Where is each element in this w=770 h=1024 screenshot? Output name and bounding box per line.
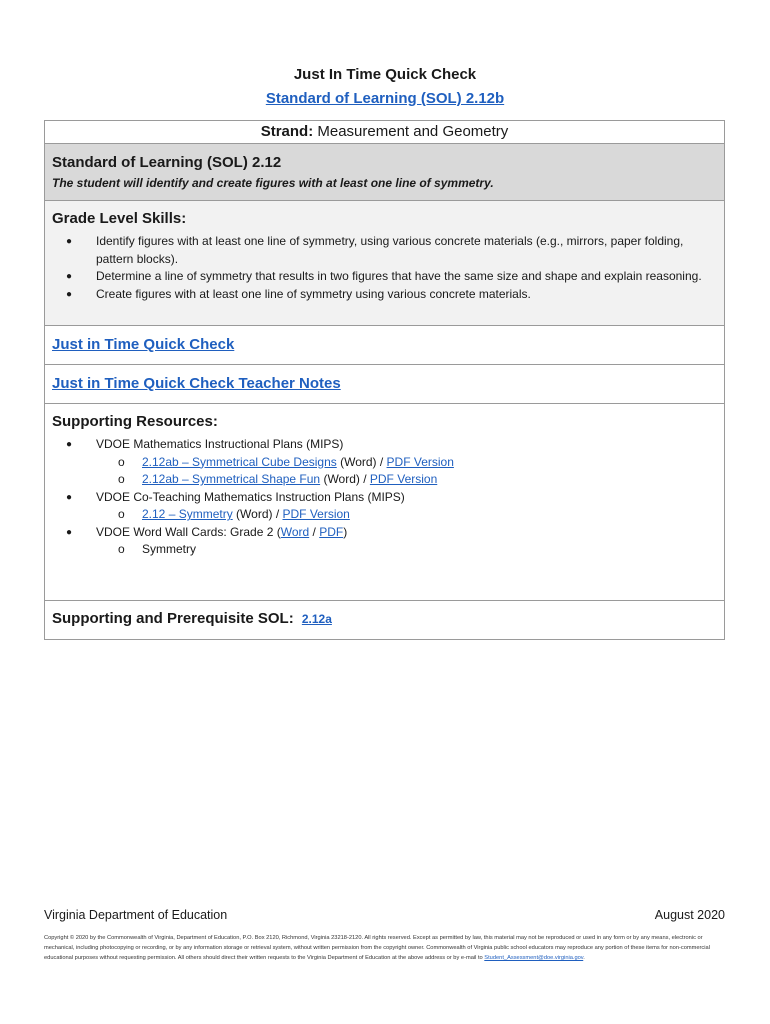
wordwall-pdf-link[interactable]: PDF [319,524,344,539]
standard-row [45,144,725,201]
standard-title: Standard of Learning (SOL) 2.12 [52,154,282,171]
teacher-notes-link[interactable]: Just in Time Quick Check Teacher Notes [52,375,341,392]
resources-list [52,436,717,559]
resource-item-wordwall [52,524,717,559]
word-label: (Word) / [336,454,387,469]
shape-fun-link[interactable]: 2.12ab – Symmetrical Shape Fun [142,472,321,486]
word-label: (Word) / [320,472,370,486]
quick-check-link[interactable]: Just in Time Quick Check [52,336,235,353]
copyright-end: . [583,955,585,961]
sol-table [44,120,725,640]
resources-row [45,404,725,601]
resources-heading: Supporting Resources: [52,413,218,430]
resource-item-coteach [52,489,717,524]
skill-item: ● Determine a line of symmetry that results in two figures that have the same size and shape and explain reasoning. [52,268,717,286]
skill-item: ● Identify figures with at least one line of symmetry, using various concrete materials (e.g., mirrors, paper folding, pattern blocks). [52,233,717,268]
skill-item: ● Create figures with at least one line of symmetry using various concrete materials. [52,286,717,304]
resource-subitem [96,506,711,524]
prereq-heading: Supporting and Prerequisite SOL: [52,610,294,627]
word-label: (Word) / [232,507,283,521]
page-header [0,64,770,110]
wordwall-separator: / [309,524,320,539]
page-footer [44,906,725,963]
resource-subitem: o Symmetry [96,541,711,559]
coteach-label: VDOE Co-Teaching Mathematics Instruction Plans (MIPS) [96,489,405,504]
copyright-notice [44,933,725,963]
quick-check-row [45,326,725,365]
prereq-title [52,609,717,629]
strand-value: Measurement and Geometry [317,123,509,140]
copyright-text: Copyright © 2020 by the Commonwealth of Virginia, Department of Education, P.O. Box 2120, Richmond, Virginia 23218-2120. All rights reserved. Except as permitted by law, this material may not be reproduced or used in any form or by any means, electronic or mechanical, including photocopying or recording, or by any information storage or retrieval system, without written permission from the copyright owner. Commonwealth of Virginia public school educators may reproduce any portion of these items for non-commercial educational purposes without requesting permission. All others should direct their written requests to the Virginia Department of Education at the above address or by e-mail to [44,935,710,961]
resource-subitem [96,454,711,472]
document-title: Just In Time Quick Check [293,66,477,83]
resource-item-mips [52,436,717,489]
mips-sublist [96,454,711,489]
cube-designs-link[interactable]: 2.12ab – Symmetrical Cube Designs [142,454,337,469]
skills-list [52,233,717,303]
wordwall-close: ) [343,524,348,539]
prereq-sol-link[interactable]: 2.12a [301,612,332,626]
footer-row [44,906,725,924]
pdf-version-link[interactable]: PDF Version [369,472,438,486]
footer-date: August 2020 [654,908,725,922]
coteach-sublist [96,506,711,524]
strand-row [45,121,725,144]
pdf-version-link[interactable]: PDF Version [282,507,350,521]
standard-description: The student will identify and create figures with at least one line of symmetry. [52,176,494,190]
wordwall-label: VDOE Word Wall Cards: Grade 2 ( [96,524,281,539]
pdf-version-link[interactable]: PDF Version [386,454,454,469]
footer-org: Virginia Department of Education [44,908,228,922]
mips-label: VDOE Mathematics Instructional Plans (MIPS) [96,437,344,451]
wordwall-word-link[interactable]: Word [280,524,310,539]
teacher-notes-row [45,365,725,404]
standard-link[interactable]: Standard of Learning (SOL) 2.12b [265,90,505,107]
skills-heading: Grade Level Skills: [52,210,187,227]
strand-label: Strand: [260,123,314,140]
prereq-row [45,601,725,640]
resource-subitem [96,471,711,489]
symmetry-plan-link[interactable]: 2.12 – Symmetry [142,507,233,521]
email-link[interactable]: Student_Assessment@doe.virginia.gov [484,955,584,961]
wordwall-sublist [96,541,711,559]
skills-row [45,201,725,326]
